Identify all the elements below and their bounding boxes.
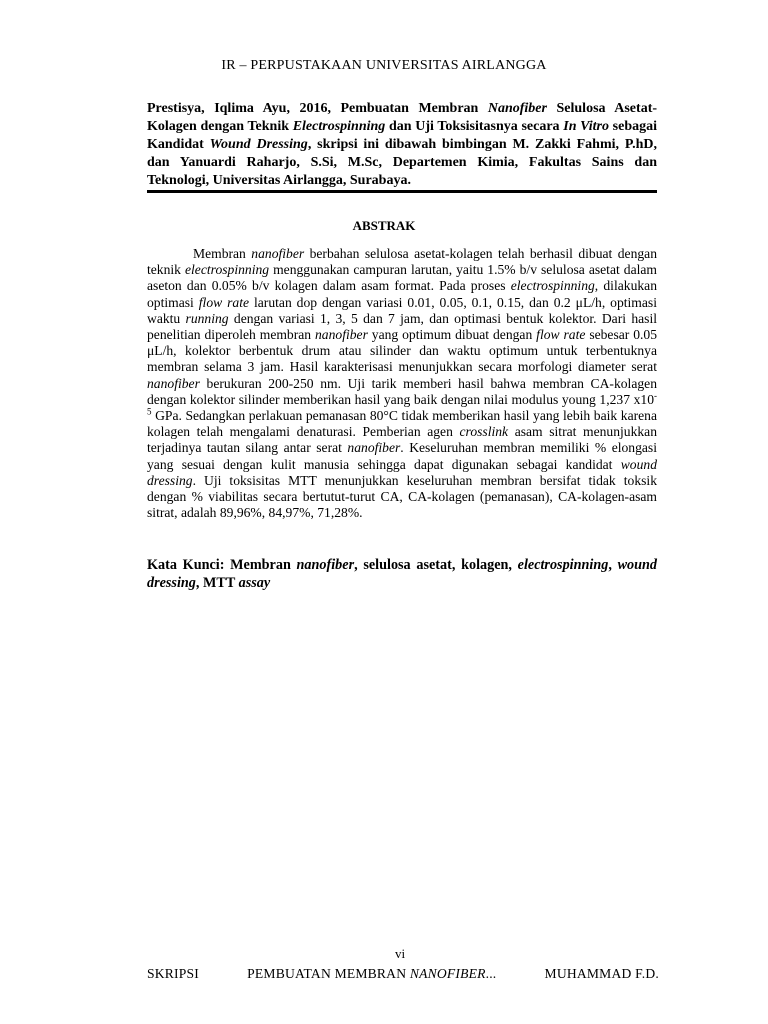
citation-author: Prestisya, Iqlima Ayu, 2016, (147, 101, 341, 116)
citation-details: , skripsi ini dibawah bimbingan M. Zakki Fahmi, P.hD, dan Yanuardi Raharjo, S.Si, M.Sc, Departemen Kimia, Fakultas Sains dan Teknologi, Universitas Airlangga, Surabaya. (147, 137, 658, 188)
page-footer (147, 966, 659, 982)
footer-left: SKRIPSI (147, 966, 200, 981)
citation-block (147, 100, 657, 190)
citation-title: Pembuatan Membran Nanofiber Selulosa Asetat-Kolagen dengan Teknik Electrospinning dan Uji Toksisitasnya secara In Vitro sebagai Kandidat Wound Dressing (147, 101, 658, 152)
page-number: vi (394, 946, 406, 961)
abstract-body: Membran nanofiber berbahan selulosa asetat-kolagen telah berhasil dibuat dengan teknik electrospinning menggunakan campuran larutan, yaitu 1.5% b/v selulosa asetat dalam aseton dan 0.05% b/v kolagen dalam asam format. Pada proses electrospinning, dilakukan optimasi flow rate larutan dop dengan variasi 0.01, 0.05, 0.1, 0.15, dan 0.2 μL/h, optimasi waktu running dengan variasi 1, 3, 5 dan 7 jam, dan optimasi bentuk kolektor. Dari hasil penelitian diperoleh membran nanofiber yang optimum dibuat dengan flow rate sebesar 0.05 μL/h, kolektor berbentuk drum atau silinder dan waktu optimum untuk terbentuknya membran selama 3 jam. Hasil karakterisasi menunjukkan secara morfologi diameter serat nanofiber berukuran 200-250 nm. Uji tarik memberi hasil bahwa membran CA-kolagen dengan kolektor silinder memberikan hasil yang baik dengan nilai modulus young 1,237 $x10^{-5}$ GPa. Sedangkan perlakuan pemanasan 80°C tidak memberikan hasil yang lebih baik karena kolagen telah mengalami denaturasi. Pemberian agen crosslink asam sitrat menunjukkan terjadinya tautan silang antar serat nanofiber. Keseluruhan membran memiliki % elongasi yang sesuai dengan kulit manusia sehingga dapat digunakan sebagai kandidat wound dressing. Uji toksisitas MTT menunjukkan keseluruhan membran bersifat tidak toksik dengan % viabilitas secara bertutut-turut CA, CA-kolagen (pemanasan), CA-kolagen-asam sitrat, adalah 89,96%, 84,97%, 71,28%. (147, 246, 658, 521)
footer-center: PEMBUATAN MEMBRAN NANOFIBER... (247, 966, 497, 981)
separator-rule (147, 190, 657, 193)
keywords: Kata Kunci: Membran nanofiber, selulosa asetat, kolagen, electrospinning, wound dressing, MTT assay (147, 557, 658, 591)
repository-header: IR – PERPUSTAKAAN UNIVERSITAS AIRLANGGA (221, 58, 547, 73)
abstract-title: ABSTRAK (352, 218, 416, 233)
footer-right: MUHAMMAD F.D. (544, 966, 659, 981)
